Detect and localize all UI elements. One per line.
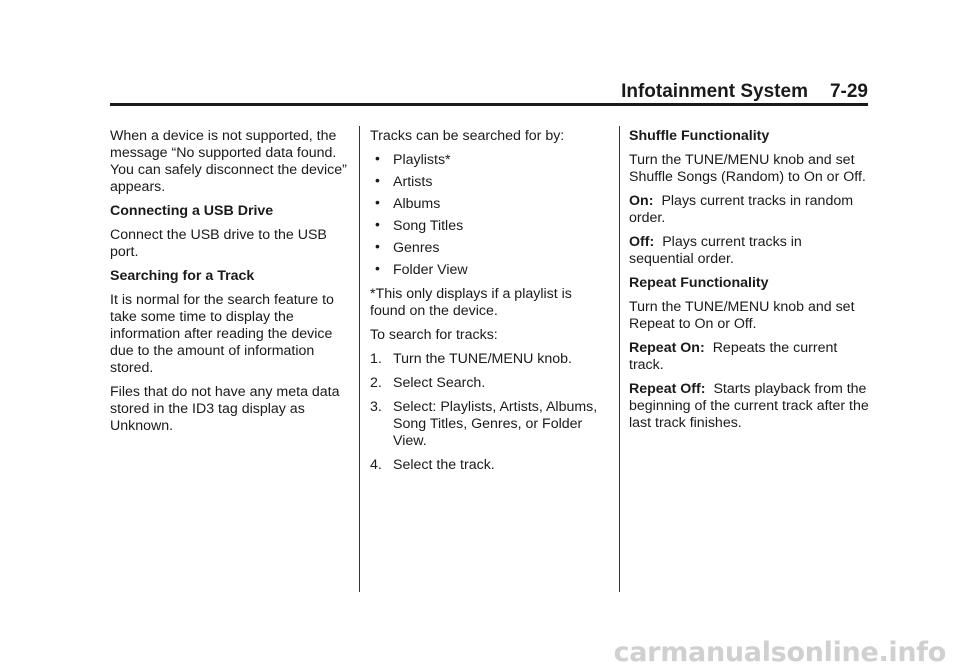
header-rule bbox=[110, 103, 868, 106]
search-steps-list bbox=[370, 351, 610, 474]
searching-track-heading: Searching for a Track bbox=[110, 268, 255, 284]
list-item: • Song Titles bbox=[375, 216, 464, 234]
term-description: Plays current tracks in sequential order. bbox=[629, 234, 802, 267]
bullet-icon: • bbox=[375, 194, 380, 210]
bullet-icon: • bbox=[375, 260, 380, 276]
column-3 bbox=[629, 128, 869, 439]
bullet-icon: • bbox=[375, 172, 380, 188]
column-divider-1 bbox=[359, 126, 360, 592]
term-description: Repeats the current track. bbox=[629, 340, 838, 373]
shuffle-paragraph: Turn the TUNE/MENU knob and set Shuffle Songs (Random) to On or Off. bbox=[629, 152, 866, 185]
term-description: Starts playback from the beginning of the current track after the last track finishes. bbox=[629, 381, 869, 431]
step-text: Turn the TUNE/MENU knob. bbox=[393, 351, 572, 367]
shuffle-on-entry bbox=[629, 193, 869, 227]
column-1 bbox=[110, 128, 350, 442]
step-number: 2. bbox=[370, 375, 382, 391]
bullet-icon: • bbox=[375, 238, 380, 254]
repeat-heading: Repeat Functionality bbox=[629, 275, 769, 291]
bullet-icon: • bbox=[375, 216, 380, 232]
repeat-on-entry bbox=[629, 340, 869, 374]
search-category-list bbox=[370, 152, 610, 279]
watermark: carmanualsonline.info bbox=[613, 637, 946, 668]
step-item bbox=[370, 457, 610, 474]
page-header bbox=[110, 80, 868, 104]
connecting-usb-heading: Connecting a USB Drive bbox=[110, 203, 274, 219]
step-text: Select the track. bbox=[393, 457, 495, 473]
term-label: Off: bbox=[629, 234, 655, 250]
column-divider-2 bbox=[619, 126, 620, 592]
term-description: Plays current tracks in random order. bbox=[629, 193, 854, 226]
column-2 bbox=[370, 128, 610, 481]
steps-intro: To search for tracks: bbox=[370, 327, 498, 343]
shuffle-off-entry bbox=[629, 234, 869, 268]
term-label: On: bbox=[629, 193, 654, 209]
term-label: Repeat Off: bbox=[629, 381, 706, 397]
step-item bbox=[370, 399, 610, 450]
list-item: • Genres bbox=[375, 238, 440, 256]
term-label: Repeat On: bbox=[629, 340, 705, 356]
list-item: • Folder View bbox=[375, 260, 468, 278]
step-text: Select Search. bbox=[393, 375, 486, 391]
unsupported-device-paragraph: When a device is not supported, the message “No supported data found. You can safely disconnect the device” appears. bbox=[110, 128, 347, 195]
search-time-paragraph: It is normal for the search feature to take some time to display the information after reading the device due to the amount of information stored. bbox=[110, 292, 334, 376]
step-item bbox=[370, 375, 610, 392]
list-item: • Artists bbox=[375, 172, 433, 190]
bullet-icon: • bbox=[375, 150, 380, 166]
step-number: 4. bbox=[370, 457, 382, 473]
shuffle-heading: Shuffle Functionality bbox=[629, 128, 770, 144]
list-item: • Albums bbox=[375, 194, 441, 212]
step-item bbox=[370, 351, 610, 368]
connect-usb-paragraph: Connect the USB drive to the USB port. bbox=[110, 227, 327, 260]
list-item: • Playlists* bbox=[375, 150, 451, 168]
playlist-note: *This only displays if a playlist is found on the device. bbox=[370, 286, 572, 319]
step-number: 3. bbox=[370, 399, 382, 415]
section-title: Infotainment System bbox=[621, 81, 808, 102]
step-number: 1. bbox=[370, 351, 382, 367]
page-number: 7-29 bbox=[829, 81, 868, 102]
meta-data-paragraph: Files that do not have any meta data stored in the ID3 tag display as Unknown. bbox=[110, 384, 340, 434]
step-text: Select: Playlists, Artists, Albums, Song Titles, Genres, or Folder View. bbox=[393, 399, 598, 449]
search-intro: Tracks can be searched for by: bbox=[370, 128, 565, 144]
repeat-paragraph: Turn the TUNE/MENU knob and set Repeat to On or Off. bbox=[629, 299, 855, 332]
repeat-off-entry bbox=[629, 381, 869, 432]
